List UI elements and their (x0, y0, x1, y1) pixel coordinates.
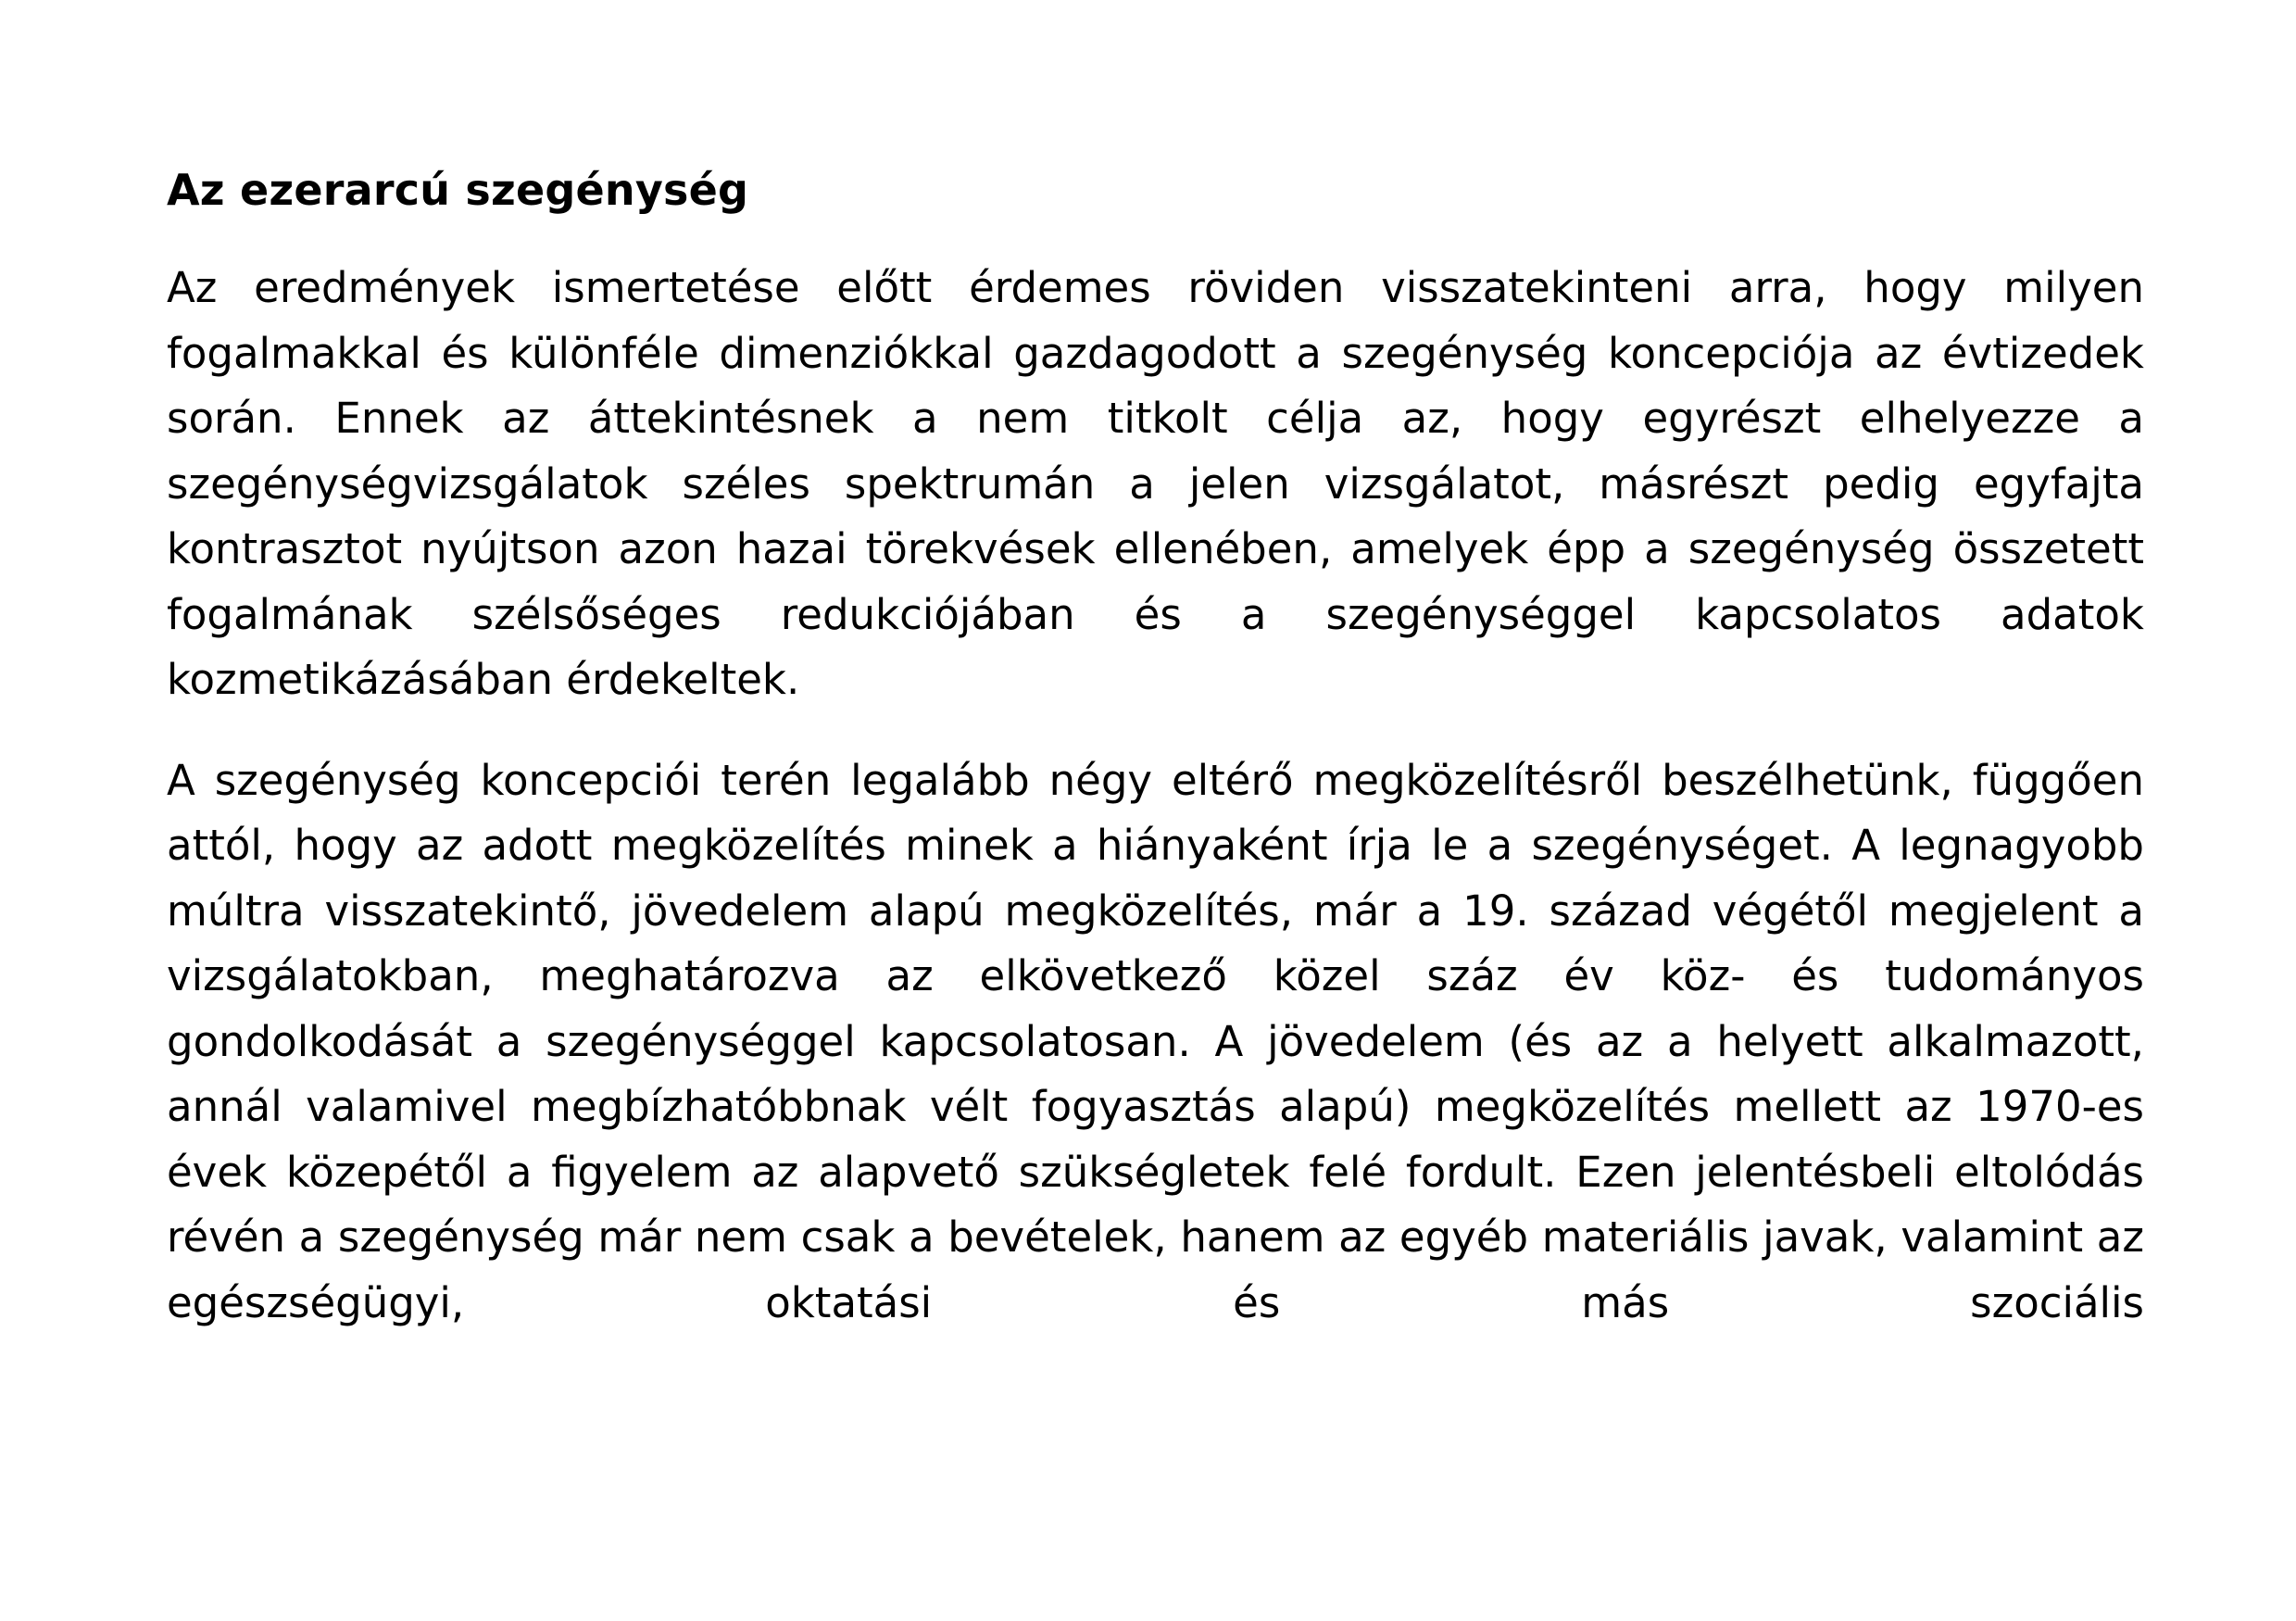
body-paragraph-1: Az eredmények ismertetése előtt érdemes röviden visszatekinteni arra, hogy milyen fogalmakkal és különféle dimenziókkal gazdagodott a szegénység koncepciója az évtizedek során. Ennek az áttekintésnek a nem titkolt célja az, hogy egyrészt elhelyezze a szegénységvizsgálatok széles spektrumán a jelen vizsgálatot, másrészt pedig egyfajta kontrasztot nyújtson azon hazai törekvések ellenében, amelyek épp a szegénység összetett fogalmának szélsőséges redukciójában és a szegénységgel kapcsolatos adatok kozmetikázásában érdekeltek. (167, 263, 2144, 704)
section-heading: Az ezerarcú szegénység (167, 165, 749, 215)
document-page (167, 157, 2144, 1371)
body-paragraph-2: A szegénység koncepciói terén legalább négy eltérő megközelítésről beszélhetünk, függően attól, hogy az adott megközelítés minek a hiányaként írja le a szegénységet. A legnagyobb múltra visszatekintő, jövedelem alapú megközelítés, már a 19. század végétől megjelent a vizsgálatokban, meghatározva az elkövetkező közel száz év köz- és tudományos gondolkodását a szegénységgel kapcsolatosan. A jövedelem (és az a helyett alkalmazott, annál valamivel megbízhatóbbnak vélt fogyasztás alapú) megközelítés mellett az 1970-es évek közepétől a figyelem az alapvető szükségletek felé fordult. Ezen jelentésbeli eltolódás révén a szegénység már nem csak a bevételek, hanem az egyéb materiális javak, valamint az egészségügyi, oktatási és más szociális (167, 755, 2144, 1327)
